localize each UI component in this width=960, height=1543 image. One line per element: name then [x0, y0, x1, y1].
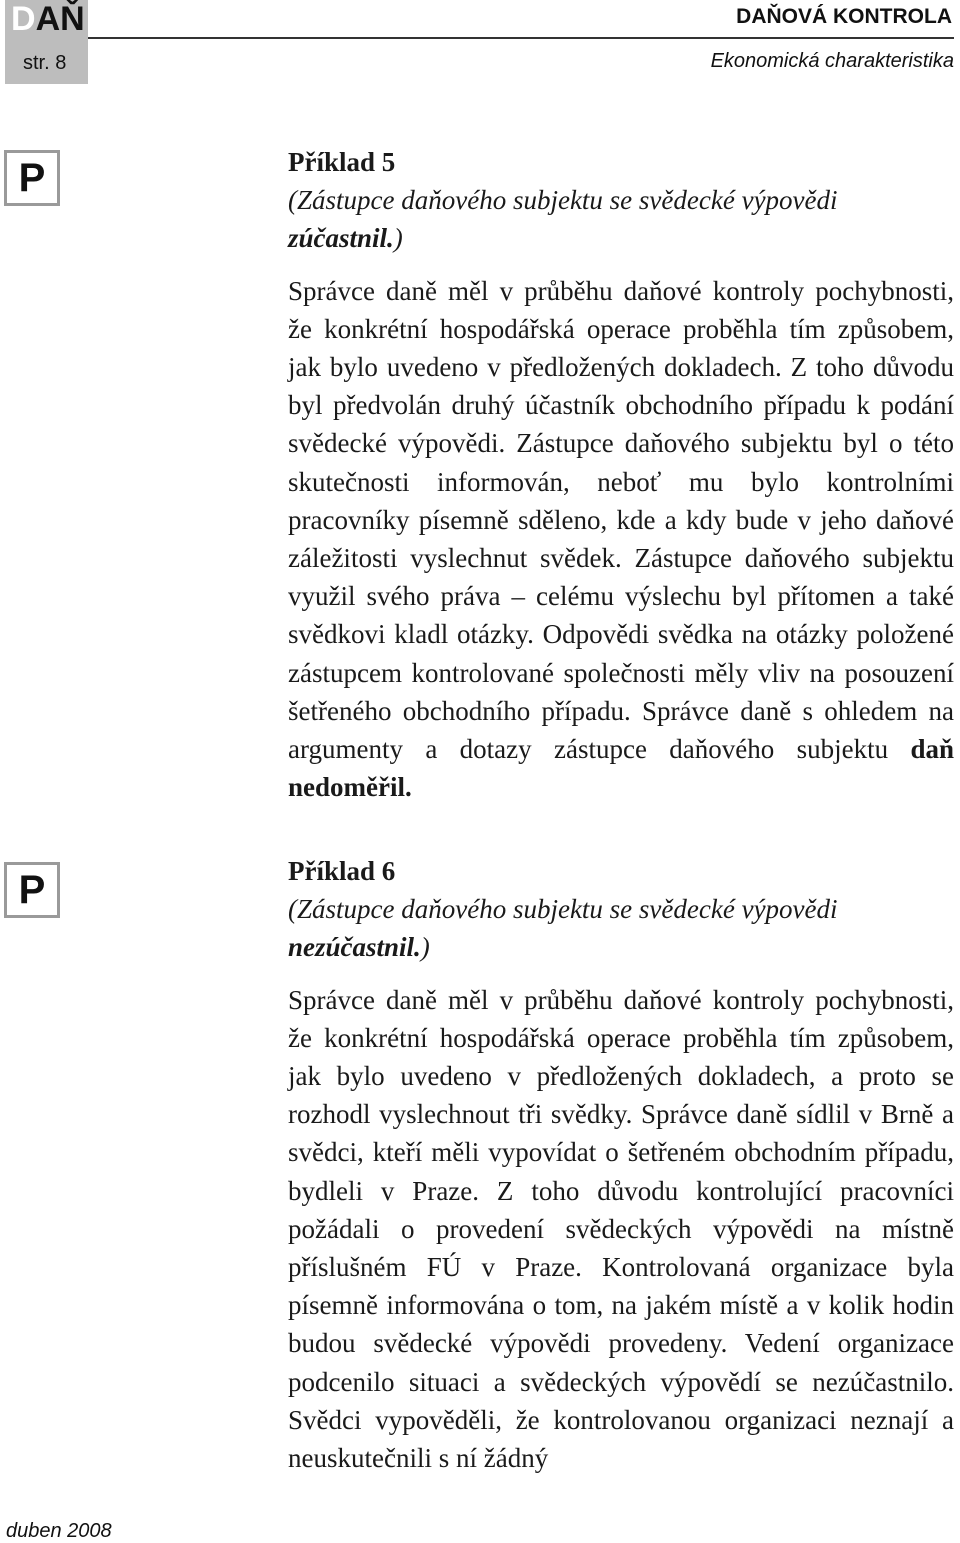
- example-title: Příklad 5: [288, 147, 396, 177]
- example-subtitle: (Zástupce daňového subjektu se svědecké výpovědi nezúčastnil.): [288, 894, 838, 963]
- page-number: str. 8: [23, 52, 67, 74]
- example-marker-icon: P: [4, 862, 60, 918]
- example-5: [288, 143, 954, 806]
- header-subtitle: Ekonomická charakteristika: [710, 50, 954, 72]
- example-subtitle: (Zástupce daňového subjektu se svědecké výpovědi zúčastnil.): [288, 185, 838, 254]
- header-title: DAŇOVÁ KONTROLA: [736, 5, 952, 28]
- logo: DAŇ: [11, 0, 85, 38]
- example-body: Správce daně měl v průběhu daňové kontroly pochybnosti, že konkrétní hospodářská operace proběhla tím způsobem, jak bylo uvedeno v předložených dokladech, a proto se rozhodl vyslechnout tři svědky. Správce daně sídlil v Brně a svědci, kteří měli vypovídat o šetřeném obchodním případu, bydleli v Praze. Z toho důvodu kontrolující pracovníci požádali o provedení svědeckých výpovědi na místně příslušném FÚ v Praze. Kontrolovaná organizace byla písemně informována o tom, na jakém místě a v kolik hodin budou svědecké výpovědi provedeny. Vedení organizace podcenilo situaci a svědeckých výpovědí se nezúčastnilo. Svědci vypověděli, že kontrolovanou organizaci neznají a neuskutečnili s ní žádný: [288, 984, 954, 1474]
- footer-date: duben 2008: [6, 1520, 112, 1542]
- example-marker-icon: P: [4, 150, 60, 206]
- example-6: [288, 852, 954, 1477]
- header-divider: [88, 37, 954, 39]
- example-title: Příklad 6: [288, 856, 396, 886]
- example-body: Správce daně měl v průběhu daňové kontroly pochybnosti, že konkrétní hospodářská operace proběhla tím způsobem, jak bylo uvedeno v předložených dokladech. Z toho důvodu byl předvolán druhý účastník obchodního případu k podání svědecké výpovědi. Zástupce daňového subjektu byl o této skutečnosti informován, neboť mu bylo kontrolními pracovníky písemně sděleno, kde a kdy bude v jeho daňové záležitosti vyslechnut svědek. Zástupce daňového subjektu využil svého práva – celému výslechu byl přítomen a také svědkovi kladl otázky. Odpovědi svědka na otázky položené zástupcem kontrolované společnosti měly vliv na posouzení šetřeného obchodního případu. Správce daně s ohledem na argumenty a dotazy zástupce daňového subjektu daň nedoměřil.: [288, 275, 954, 803]
